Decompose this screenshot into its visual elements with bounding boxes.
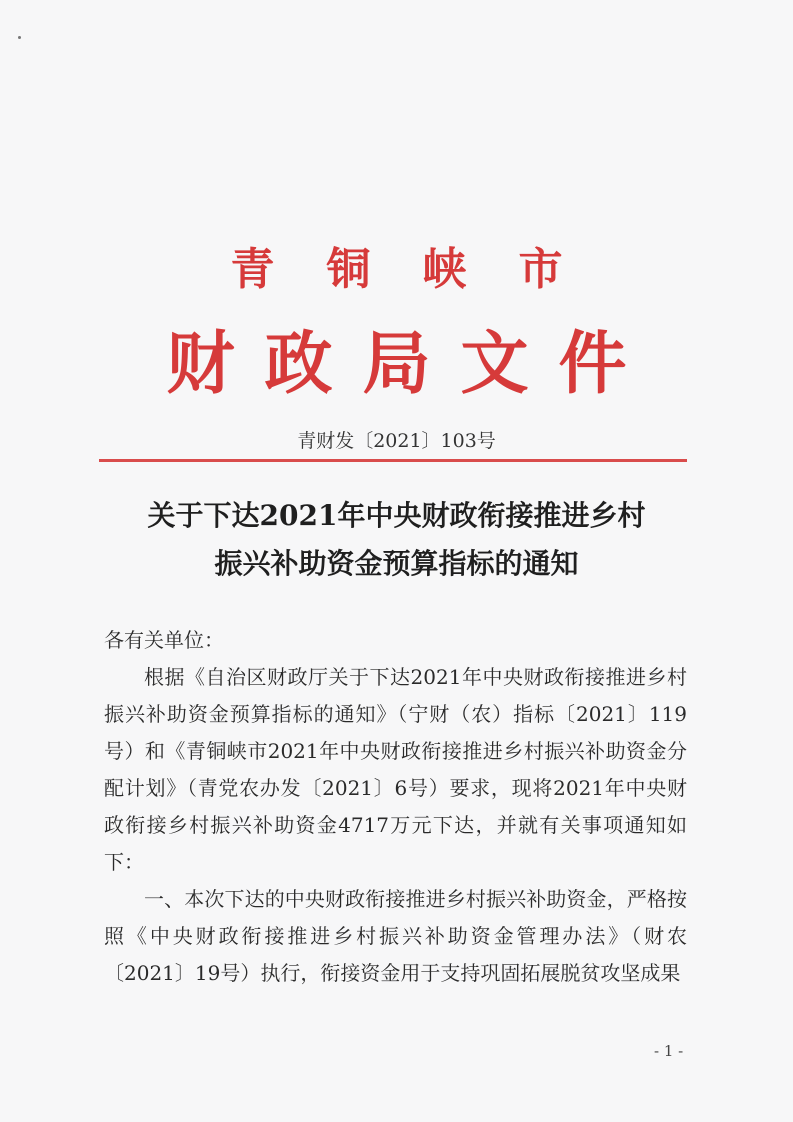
title-line-1: 关于下达2021年中央财政衔接推进乡村 [147, 499, 646, 532]
document-body [104, 622, 687, 992]
paragraph-1: 根据《自治区财政厅关于下达2021年中央财政衔接推进乡村振兴补助资金预算指标的通知》（宁财（农）指标〔2021〕119号）和《青铜峡市2021年中央财政衔接推进乡村振兴补助资金分配计划》（青党农办发〔2021〕6号）要求，现将2021年中央财政衔接乡村振兴补助资金4717万元下达，并就有关事项通知如下： [104, 665, 687, 874]
scan-speck [18, 36, 21, 39]
document-title [0, 492, 793, 588]
issuer-city: 青铜峡市 [230, 244, 615, 295]
paragraph-2: 一、本次下达的中央财政衔接推进乡村振兴补助资金，严格按照《中央财政衔接推进乡村振兴补助资金管理办法》（财农〔2021〕19号）执行，衔接资金用于支持巩固拓展脱贫攻坚成果 [104, 887, 687, 985]
red-divider-line [99, 459, 687, 462]
salutation: 各有关单位： [104, 628, 224, 652]
page-number: - 1 - [654, 1042, 684, 1060]
title-line-2: 振兴补助资金预算指标的通知 [214, 547, 579, 580]
issuer-department-file: 财政局文件 [166, 324, 657, 404]
document-number: 青财发〔2021〕103号 [297, 430, 496, 452]
